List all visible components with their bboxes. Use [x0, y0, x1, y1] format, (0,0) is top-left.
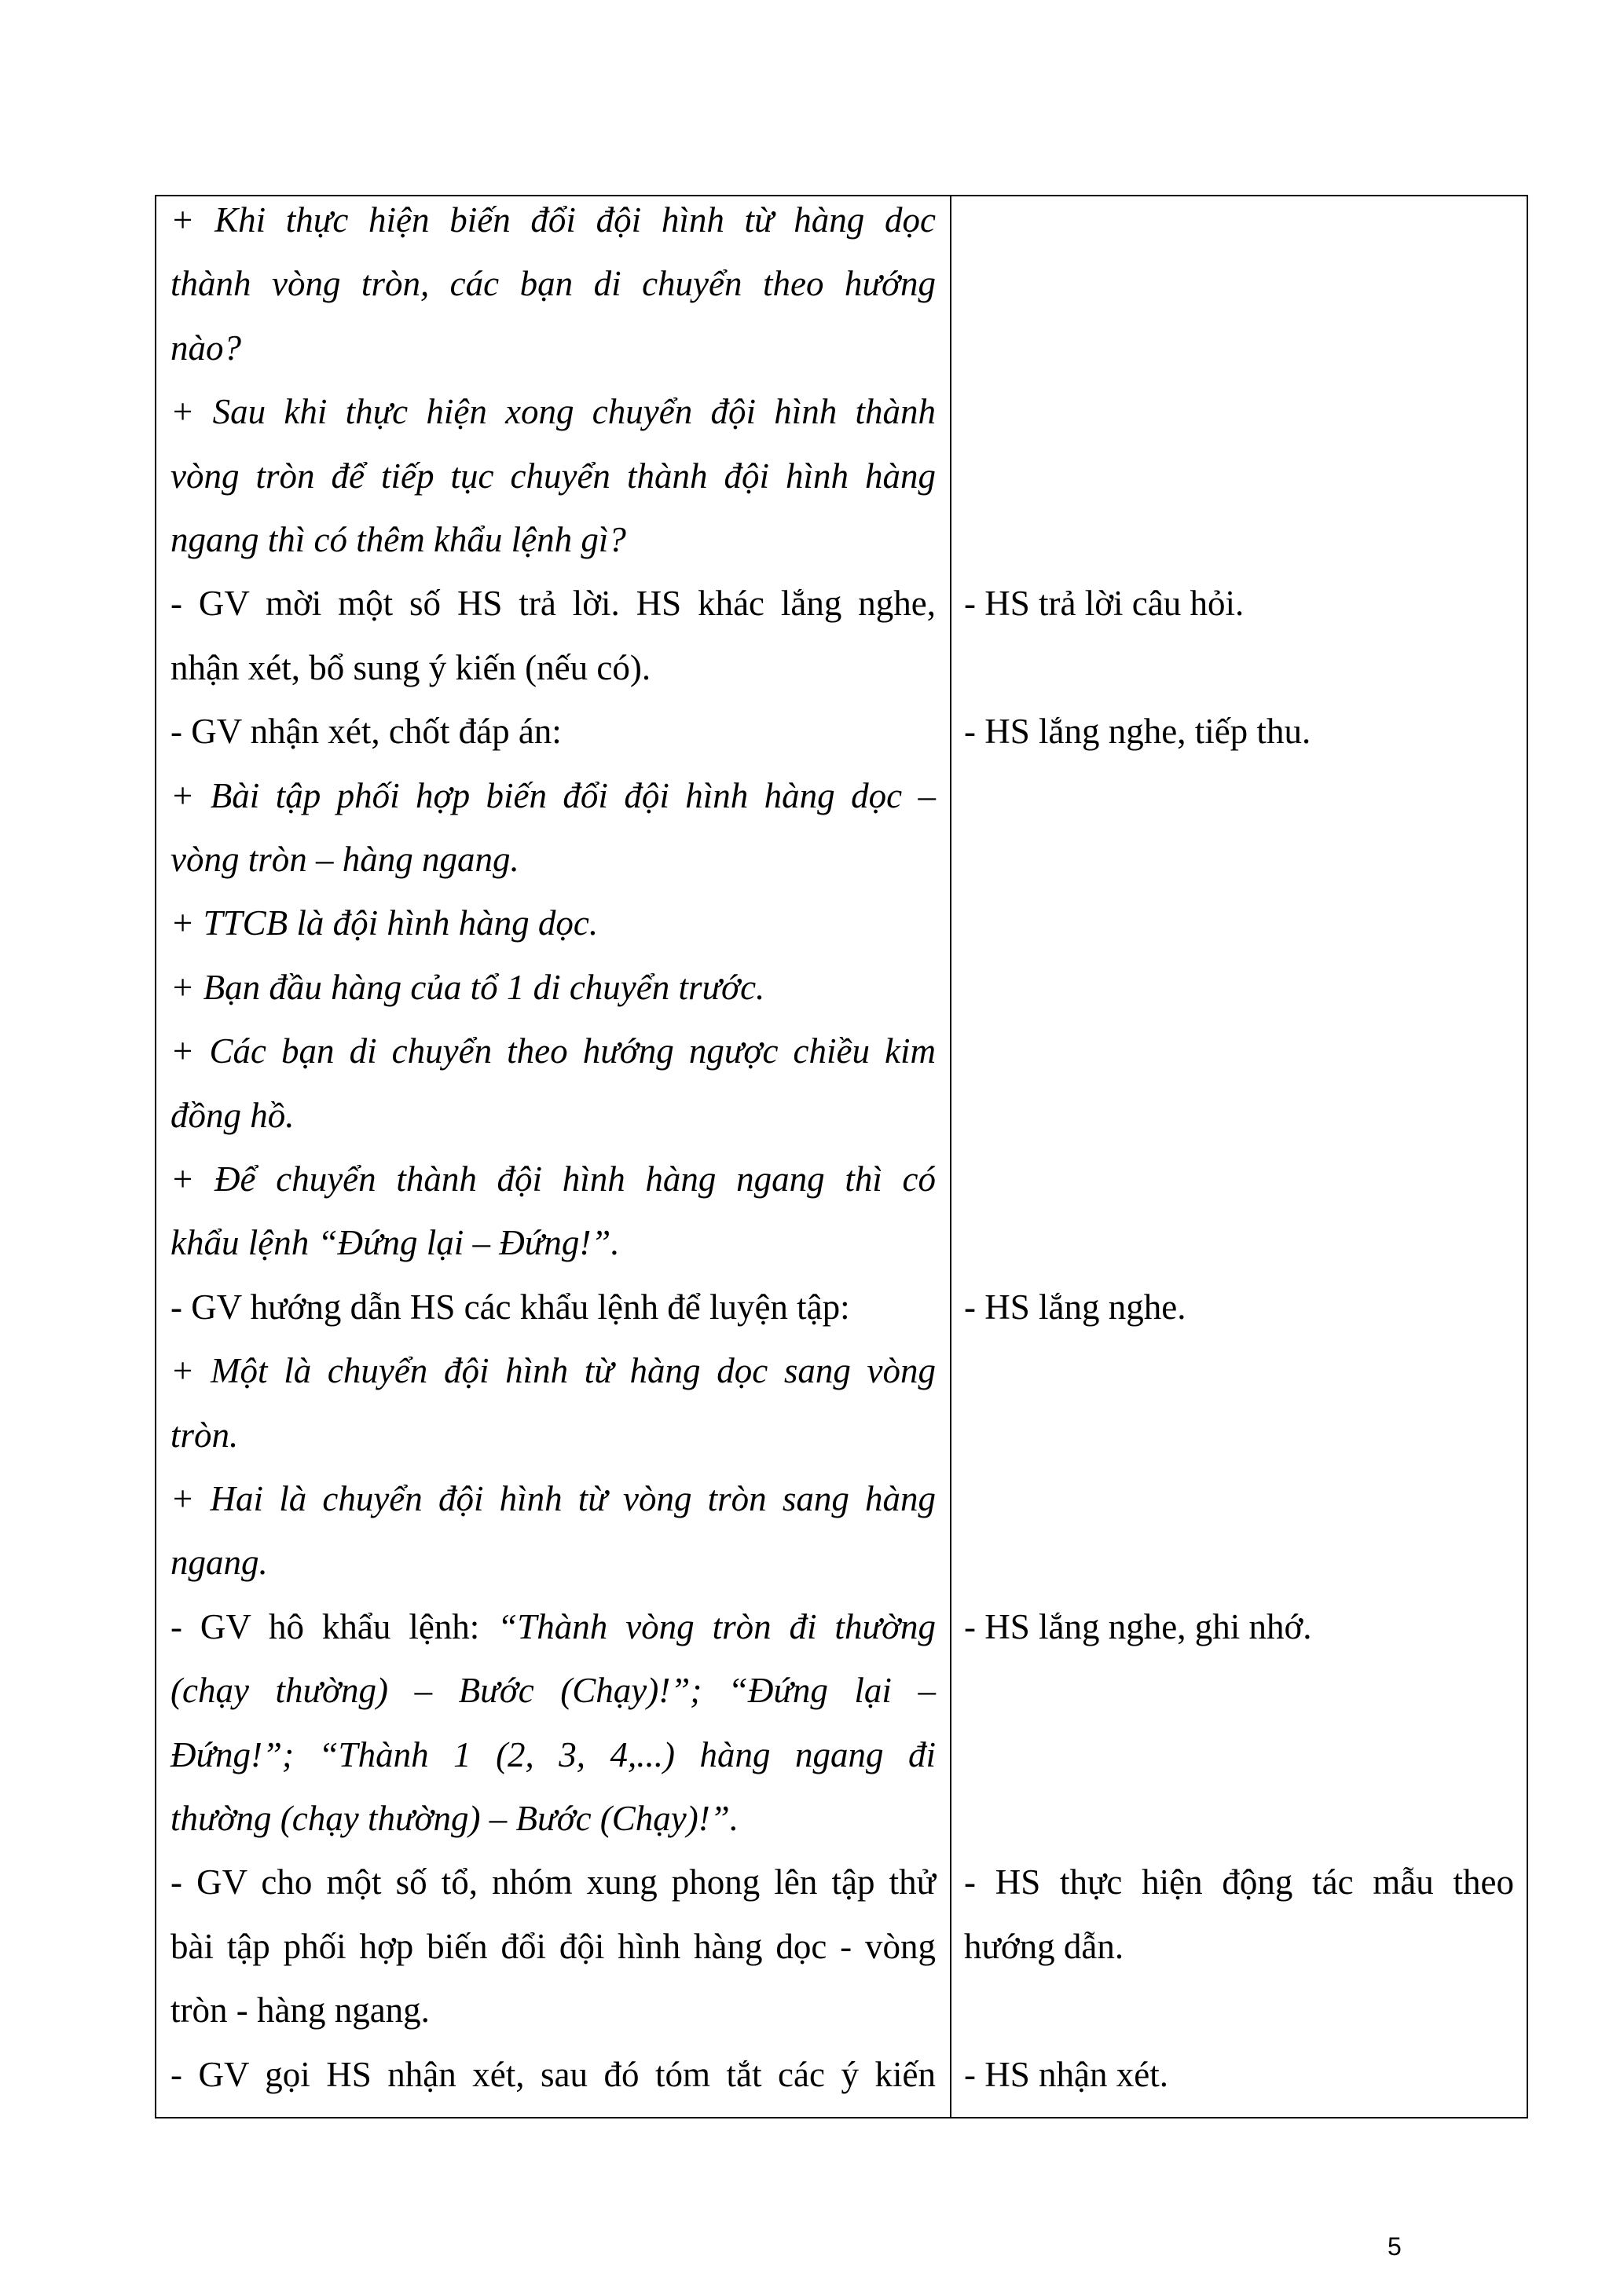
text-segment: - GV nhận xét, chốt đáp án:	[170, 712, 562, 752]
teacher-text-line	[170, 892, 936, 955]
text-segment: + Khi thực hiện biến đổi đội hình từ hàng dọc	[170, 200, 936, 240]
text-segment: nào?	[170, 328, 241, 368]
teacher-text-line	[170, 1851, 936, 1914]
teacher-text-line	[170, 1148, 936, 1211]
text-segment: ngang thì có thêm khẩu lệnh gì?	[170, 520, 626, 559]
student-text-line: - HS nhận xét.	[964, 2054, 1168, 2094]
text-segment: + Hai là chuyển đội hình từ vòng tròn sang hàng	[170, 1479, 936, 1518]
text-segment: ngang.	[170, 1543, 268, 1583]
teacher-text-line	[170, 380, 936, 444]
text-segment: - GV hô khẩu lệnh:	[170, 1606, 498, 1646]
text-segment: (chạy thường) – Bước (Chạy)!”; “Đứng lại –	[170, 1671, 936, 1711]
teacher-text-line	[170, 1787, 936, 1851]
teacher-text-line	[170, 956, 936, 1020]
teacher-text-line	[170, 828, 936, 892]
text-segment: Đứng!”; “Thành 1 (2, 3, 4,...) hàng ngang đi	[170, 1734, 936, 1774]
text-segment: - GV cho một số tổ, nhóm xung phong lên tập thử	[170, 1862, 936, 1902]
teacher-text-line	[170, 252, 936, 316]
text-segment: + Các bạn di chuyển theo hướng ngược chiều kim	[170, 1031, 936, 1071]
teacher-text-line	[170, 1979, 936, 2042]
lesson-table	[155, 195, 1528, 2118]
text-segment: vòng tròn để tiếp tục chuyển thành đội hình hàng	[170, 456, 936, 496]
teacher-text-line	[170, 1467, 936, 1531]
text-segment: + Bài tập phối hợp biến đổi đội hình hàng dọc –	[170, 775, 936, 815]
text-segment: đồng hồ.	[170, 1095, 295, 1135]
teacher-text-line	[170, 1211, 936, 1275]
student-text-line: - HS thực hiện động tác mẫu theo	[964, 1862, 1514, 1902]
teacher-text-line	[170, 764, 936, 828]
text-segment: tròn.	[170, 1415, 239, 1455]
text-segment: “Thành vòng tròn đi thường	[497, 1606, 936, 1646]
teacher-text-line	[170, 572, 936, 635]
student-text-line: hướng dẫn.	[964, 1926, 1124, 1966]
teacher-text-line	[170, 636, 936, 700]
teacher-text-line	[170, 508, 936, 572]
teacher-text-line	[170, 2043, 936, 2107]
text-segment: - GV gọi HS nhận xét, sau đó tóm tắt các ý kiến	[170, 2054, 936, 2094]
teacher-text-line	[170, 189, 936, 252]
teacher-text-line	[170, 445, 936, 508]
text-segment: khẩu lệnh “Đứng lại – Đứng!”.	[170, 1223, 620, 1263]
student-text-line: - HS trả lời câu hỏi.	[964, 584, 1245, 624]
page-number: 5	[1388, 2232, 1402, 2261]
column-divider	[950, 196, 951, 2117]
teacher-text-line	[170, 1915, 936, 1979]
text-segment: thành vòng tròn, các bạn di chuyển theo hướng	[170, 264, 936, 304]
teacher-text-line	[170, 1595, 936, 1659]
teacher-text-line	[170, 1020, 936, 1083]
student-text-line: - HS lắng nghe, ghi nhớ.	[964, 1606, 1312, 1646]
text-segment: bài tập phối hợp biến đổi đội hình hàng dọc - vòng	[170, 1926, 936, 1966]
teacher-text-line	[170, 1659, 936, 1723]
text-segment: - GV mời một số HS trả lời. HS khác lắng nghe,	[170, 584, 936, 624]
text-segment: vòng tròn – hàng ngang.	[170, 840, 519, 879]
text-segment: + Một là chuyển đội hình từ hàng dọc sang vòng	[170, 1351, 936, 1391]
teacher-text-line	[170, 1339, 936, 1403]
text-segment: + Bạn đầu hàng của tổ 1 di chuyển trước.	[170, 967, 765, 1007]
teacher-text-line	[170, 1084, 936, 1148]
text-segment: nhận xét, bổ sung ý kiến (nếu có).	[170, 647, 651, 687]
text-segment: tròn - hàng ngang.	[170, 1990, 430, 2031]
teacher-text-line	[170, 1276, 936, 1339]
text-segment: + Sau khi thực hiện xong chuyển đội hình thành	[170, 392, 936, 432]
text-segment: + Để chuyển thành đội hình hàng ngang thì có	[170, 1159, 936, 1199]
teacher-text-line	[170, 317, 936, 380]
teacher-text-line	[170, 1531, 936, 1595]
text-segment: thường (chạy thường) – Bước (Chạy)!”.	[170, 1799, 739, 1838]
teacher-text-line	[170, 1723, 936, 1787]
teacher-text-line	[170, 700, 936, 764]
student-text-line: - HS lắng nghe, tiếp thu.	[964, 712, 1311, 752]
teacher-text-line	[170, 1404, 936, 1467]
text-segment: + TTCB là đội hình hàng dọc.	[170, 903, 599, 943]
text-segment: - GV hướng dẫn HS các khẩu lệnh để luyện tập:	[170, 1287, 850, 1327]
student-text-line: - HS lắng nghe.	[964, 1287, 1186, 1327]
